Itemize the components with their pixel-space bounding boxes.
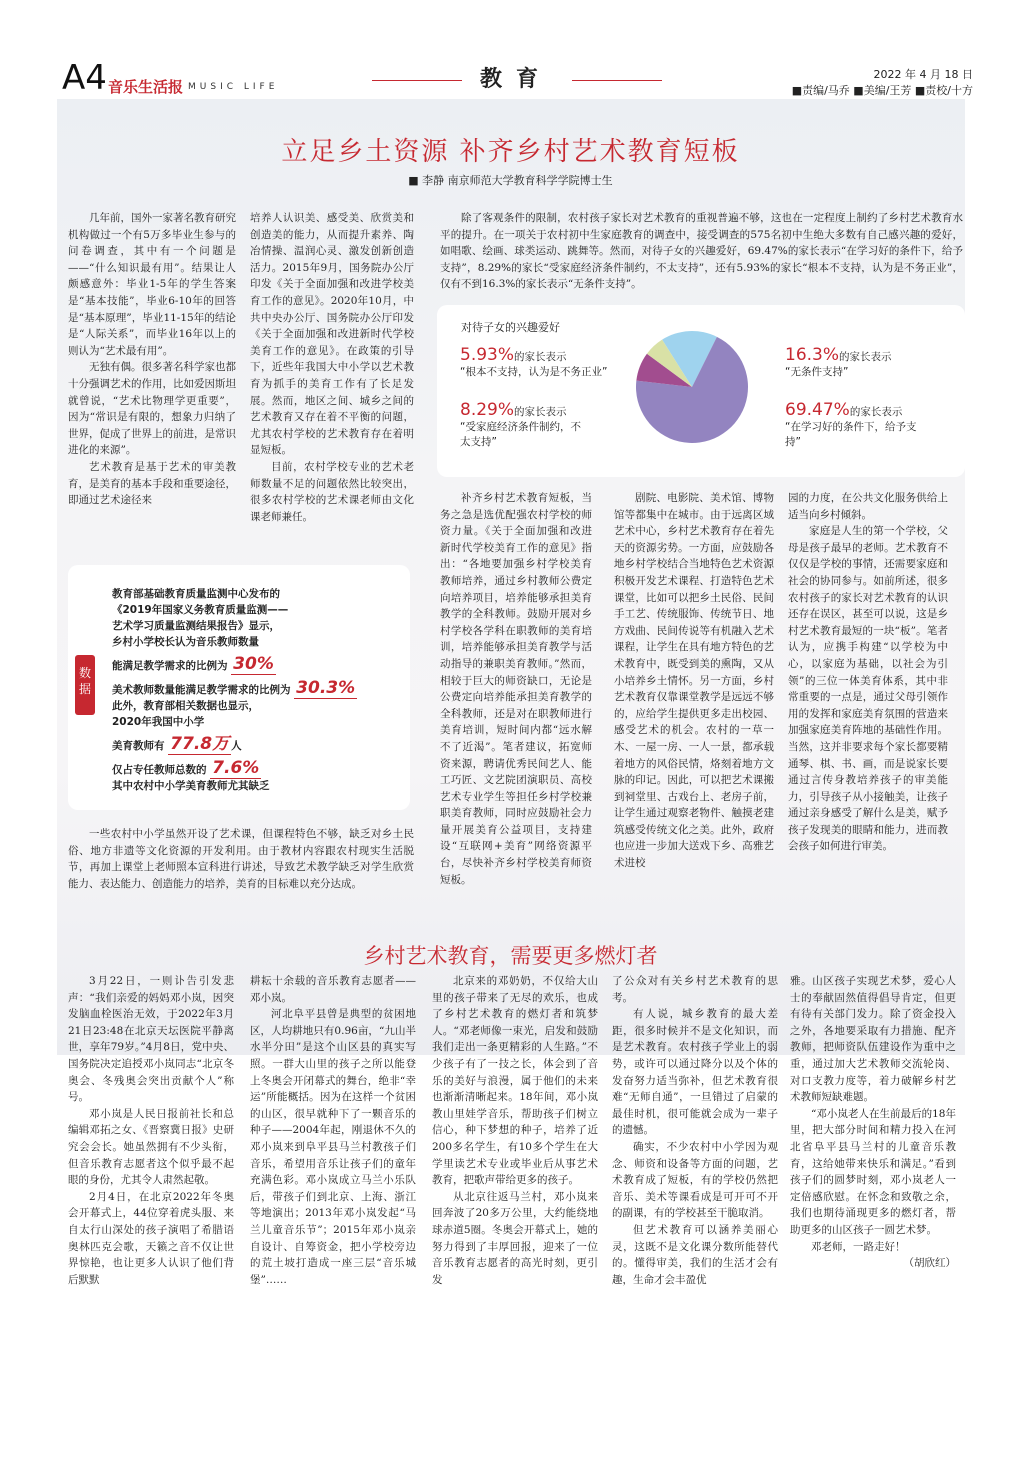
- paragraph: 剧院、电影院、美术馆、博物馆等都集中在城市。由于远离区域艺术中心，乡村艺术教育存在着先天的资源劣势。一方面，应鼓励各地乡村学校结合当地特色艺术资源积极开发艺术课程、打造特色艺术课堂，比如可以把乡土民俗、民间手工艺、传统服饰、传统节日、地方戏曲、民间传说等有机融入艺术课程，让学生在具有地方特色的艺术教育中，既受到美的熏陶，又从小培养乡土情怀。另一方面，乡村艺术教育仅靠课堂教学是远远不够的，应给学生提供更多走出校园、感受艺术的机会。农村的一草一木、一屋一房、一人一景，都承载着地方的风俗民情，烙刻着地方文脉的印记。因此，可以把艺术课搬到祠堂里、古戏台上、老房子前，让学生通过观察老物件、触摸老建筑感受传统文化之美。此外，政府也应进一步加大送戏下乡、高雅艺术进校: [614, 492, 774, 870]
- paragraph: 邓老师，一路走好！: [811, 1240, 906, 1253]
- chart-title: 对待子女的兴趣爱好: [461, 321, 560, 334]
- paragraph: 补齐乡村艺术教育短板，当务之急是选优配强农村学校的师资力量。《关于全面加强和改进新时代学校美育工作的意见》指出：“各地要加强乡村学校美育教师培养，通过乡村教师公费定向培养项目，培养能够承担美育教学的全科教师。鼓励开展对乡村学校各学科在职教师的美育培训，培养能够承担美育教学与活动指导的兼职美育教师。”然而，相较于巨大的师资缺口，无论是公费定向培养能承担美育教学的全科教师，还是对在职教师进行美育培训，短时间内都“远水解不了近渴”。笔者建议，拓宽师资来源，聘请优秀民间艺人、能工巧匠、文艺院团演职员、高校艺术专业学生等担任乡村学校兼职美育教师，同时应鼓励社会力量开展美育公益项目，支持建设“互联网+美育”网络资源平台，尽快补齐乡村学校美育师资短板。: [440, 492, 592, 886]
- paragraph: 目前，农村学校专业的艺术老师数量不足的问题依然比较突出，很多农村学校的艺术课老师由文化课老师兼任。: [250, 460, 414, 523]
- article1-column-3: [440, 490, 592, 888]
- article2-column-2: [250, 973, 416, 1288]
- page-number: A4: [62, 58, 107, 98]
- paragraph: “邓小岚老人在生前最后的18年里，把大部分时间和精力投入在河北省阜平县马兰村的儿童音乐教育，这给她带来快乐和满足。”看到孩子们的圆梦时刻，邓小岚老人一定倍感欣慰。在怀念和致敬之余，我们也期待涌现更多的燃灯者，帮助更多的山区孩子一圆艺术梦。: [790, 1107, 956, 1236]
- pie-prefix: 的家长表示: [514, 351, 567, 363]
- pie-pct: 69.47%: [785, 400, 850, 420]
- article1-column-4: [614, 490, 774, 872]
- paragraph: 邓小岚是人民日报前社长和总编辑邓拓之女、《晋察冀日报》史研究会会长。她虽然拥有不少头衔，但音乐教育志愿者这个似乎最不起眼的身份，尤其令人肃然起敬。: [68, 1107, 234, 1187]
- pie-chart: [437, 305, 965, 477]
- paragraph: 几年前，国外一家著名教育研究机构做过一个有5万多毕业生参与的问卷调查，其中有一个问题是——“什么知识最有用”。结果让人颇感意外：毕业1-5年的学生答案是“基本技能”，毕业6-10年的回答是“基本原理”，毕业11-15年的结论是“人际关系”，而毕业16年以上的则认为“艺术最有用”。: [68, 212, 236, 357]
- header-rule-right: [572, 80, 662, 81]
- pie-label-8.29: [460, 400, 590, 450]
- section-title: 教育: [480, 66, 553, 92]
- pie-pct: 16.3%: [785, 345, 840, 365]
- paragraph: 了公众对有关乡村艺术教育的思考。: [612, 975, 778, 1004]
- paragraph: 艺术教育是基于艺术的审美教育，是美育的基本手段和重要途径，即通过艺术途径来: [68, 460, 236, 507]
- data-highlight-share: 7.6%: [212, 758, 260, 778]
- data-highlight-music: 30%: [233, 654, 274, 674]
- data-line: [112, 680, 402, 698]
- pie-desc: “受家庭经济条件制约，不太支持”: [460, 421, 581, 448]
- pie-prefix: 的家长表示: [839, 351, 892, 363]
- article2-column-1: [68, 973, 234, 1288]
- header-rule-left: [372, 80, 462, 81]
- article2-title: 乡村艺术教育，需要更多燃灯者: [363, 944, 658, 968]
- pie-label-16.3: [785, 345, 892, 380]
- data-highlight-teachers: 77.8万: [170, 734, 230, 754]
- paragraph: 除了客观条件的限制，农村孩子家长对艺术教育的重视普遍不够，这也在一定程度上制约了乡村艺术教育水平的提升。在一项关于农村初中生家庭教育的调查中，接受调查的575名初中生绝大多数有自己感兴趣的爱好，如唱歌、绘画、球类运动、跳舞等。然而，对待子女的兴趣爱好，69.47%的家长表示“在学习好的条件下，给予支持”，8.29%的家长“受家庭经济条件制约，不太支持”，还有5.93%的家长“根本不支持，认为是不务正业”，仅有不到16.3%的家长表示“无条件支持”。: [440, 212, 963, 291]
- article2-column-4: [612, 973, 778, 1288]
- paragraph: 但艺术教育可以涵养美丽心灵，这既不是文化课分数所能替代的。懂得审美，我们的生活才会有趣，生命才会丰盈优: [612, 1223, 778, 1286]
- data-line: 其中农村中小学美育教师尤其缺乏: [112, 780, 270, 792]
- article1-column-5: [788, 490, 948, 855]
- article1-title: 立足乡土资源 补齐乡村艺术教育短板: [281, 137, 740, 167]
- paragraph: 河北阜平县曾是典型的贫困地区，人均耕地只有0.96亩，“九山半水半分田”是这个山区县的真实写照。一群大山里的孩子之所以能登上冬奥会开闭幕式的舞台，绝非“幸运”所能概括。因为在这样一个贫困的山区，很早就种下了一颗音乐的种子——2004年起，刚退休不久的邓小岚来到阜平县马兰村教孩子们音乐，希望用音乐让孩子们的童年充满色彩。邓小岚成立马兰小乐队后，带孩子们到北京、上海、浙江等地演出；2013年邓小岚发起“马兰儿童音乐节”；2015年邓小岚亲自设计、自筹资金，把小学校旁边的荒土坡打造成一座三层“音乐城堡”……: [250, 1008, 416, 1286]
- data-text: 能满足教学需求的比例为: [112, 660, 228, 672]
- data-line: [112, 760, 402, 778]
- data-line: 艺术学习质量监测结果报告》显示，: [112, 620, 280, 632]
- newspaper-name: 音乐生活报: [108, 78, 184, 96]
- pie-desc: “无条件支持”: [785, 366, 849, 378]
- data-line: [112, 736, 402, 754]
- article2-column-5: [790, 973, 956, 1272]
- paragraph: 家庭是人生的第一个学校，父母是孩子最早的老师。艺术教育不仅仅是学校的事情，还需要家庭和社会的协同参与。如前所述，很多农村孩子的家长对艺术教育的认识还存在误区，甚至可以说，这是乡村艺术教育最短的一块“板”。笔者认为，应携手构建“以学校为中心，以家庭为基础，以社会为引领”的三位一体美育体系，其中非常重要的一点是，通过父母引领作用的发挥和家庭美育氛围的营造来加强家庭美育阵地的基础性作用。当然，这并非要求每个家长都要精通琴、棋、书、画，而是说家长要通过言传身教培养孩子的审美能力，引导孩子从小接触美，让孩子通过亲身感受了解什么是美，赋予孩子发现美的眼睛和能力，进而教会孩子如何进行审美。: [788, 525, 948, 853]
- pie-prefix: 的家长表示: [849, 406, 903, 418]
- data-line: 此外，教育部相关数据也显示，: [112, 700, 259, 712]
- data-tag: 数据: [75, 655, 95, 715]
- paragraph: 无独有偶。很多著名科学家也都十分强调艺术的作用，比如爱因斯坦就曾说，“艺术比物理学更重要”，因为“常识是有限的，想象力归纳了世界，促成了世界上的前进，是常识进化的来源”。: [68, 361, 236, 457]
- paragraph: 耕耘十余载的音乐教育志愿者——邓小岚。: [250, 975, 416, 1004]
- pie-pct: 8.29%: [460, 400, 515, 420]
- article1-top-right: [440, 210, 963, 293]
- article1-column-1: [68, 210, 236, 509]
- article1-bottom-left: [68, 826, 414, 892]
- paragraph: 园的力度，在公共文化服务供给上适当向乡村倾斜。: [788, 492, 948, 521]
- paragraph: 3月22日，一则讣告引发悲声：“我们亲爱的妈妈邓小岚，因突发脑血栓医治无效，于2022年3月21日23:48在北京天坛医院平静离世，享年79岁。”4月8日，党中央、国务院决定追授邓小岚同志“北京冬奥会、冬残奥会突出贡献个人”称号。: [68, 975, 234, 1104]
- paragraph: 2月4日，在北京2022年冬奥会开幕式上，44位穿着虎头服、来自太行山深处的孩子演唱了希腊语奥林匹克会歌，天籁之音不仅让世界惊艳，也让更多人认识了他们背后默默: [68, 1190, 234, 1286]
- article1-column-2: [250, 210, 414, 525]
- data-line: [112, 656, 402, 674]
- paragraph: 培养人认识美、感受美、欣赏美和创造美的能力，从而提升素养、陶冶情操、温润心灵、激发创新创造活力。2015年9月，国务院办公厅印发《关于全面加强和改进学校美育工作的意见》。2020年10月，中共中央办公厅、国务院办公厅印发《关于全面加强和改进新时代学校美育工作的意见》。在政策的引导下，近些年我国大中小学以艺术教育为抓手的美育工作有了长足发展。然而，地区之间、城乡之间的艺术教育又存在着不平衡的问题，尤其农村学校的艺术教育存在着明显短板。: [250, 212, 414, 457]
- data-text: 美术教师数量能满足教学需求的比例为: [112, 684, 291, 696]
- paragraph: 一些农村中小学虽然开设了艺术课，但课程特色不够，缺乏对乡土民俗、地方非遗等文化资源的开发利用。由于教材内容跟农村现实生活脱节，再加上课堂上老师照本宣科进行讲述，导致艺术教学缺乏对学生欣赏能力、表达能力、创造能力的培养，美育的目标难以充分达成。: [68, 828, 414, 890]
- paragraph: 确实，不少农村中小学因为观念、师资和设备等方面的问题，艺术教育成了短板，有的学校仍然把音乐、美术等课看成是可开可不开的副课，有的学校甚至干脆取消。: [612, 1140, 778, 1220]
- paragraph: 北京来的邓奶奶，不仅给大山里的孩子带来了无尽的欢乐，也成了乡村艺术教育的燃灯者和筑梦人。“邓老师像一束光，启发和鼓励我们走出一条更精彩的人生路。”不少孩子有了一技之长，体会到了音乐的美好与浪漫，属于他们的未来也渐渐清晰起来。18年间，邓小岚教山里娃学音乐，帮助孩子们树立信心，种下梦想的种子，培养了近200多名学生，有10多个学生在大学里读艺术专业或毕业后从事艺术教育，把歌声带给更多的孩子。: [432, 975, 598, 1187]
- paragraph: 从北京往返马兰村，邓小岚来回奔波了20多万公里，大约能绕地球赤道5圈。冬奥会开幕式上，她的努力得到了丰厚回报，迎来了一位音乐教育志愿者的高光时刻，更引发: [432, 1190, 598, 1286]
- article2-column-3: [432, 973, 598, 1288]
- article2-author: （胡欣红）: [903, 1257, 956, 1270]
- pie-label-5.93: [460, 345, 607, 380]
- data-text: 人: [231, 740, 242, 752]
- editors-line: ■责编/马乔 ■美编/王芳 ■责校/十方: [791, 84, 973, 97]
- article1-byline: ■ 李静 南京师范大学教育科学学院博士生: [408, 174, 613, 187]
- data-line: 《2019年国家义务教育质量监测——: [112, 604, 289, 616]
- data-text: 美育教师有: [112, 740, 165, 752]
- data-text: 仅占专任教师总数的: [112, 764, 207, 776]
- pie-label-69.47: [785, 400, 925, 450]
- data-line: 2020年我国中小学: [112, 716, 205, 728]
- data-line: 教育部基础教育质量监测中心发布的: [112, 588, 280, 600]
- pie-desc: “在学习好的条件下，给予支持”: [785, 421, 917, 448]
- paragraph: 雅。山区孩子实现艺术梦，爱心人士的奉献固然值得倡导肯定，但更有待有关部门发力。除了资金投入之外，各地要采取有力措施、配齐教师，把师资队伍建设作为重中之重，通过加大艺术教师交流轮岗、对口支教力度等，着力破解乡村艺术教师短缺难题。: [790, 975, 956, 1104]
- pie-prefix: 的家长表示: [514, 406, 567, 418]
- paragraph: 有人说，城乡教育的最大差距，很多时候并不是文化知识，而是艺术教育。农村孩子学业上的弱势，或许可以通过降分以及个体的发奋努力适当弥补，但艺术教育很难“无师自通”，一旦错过了启蒙的最佳时机，很可能就会成为一辈子的遗憾。: [612, 1008, 778, 1137]
- pie-desc: “根本不支持，认为是不务正业”: [460, 366, 608, 378]
- data-card-text: [112, 586, 402, 794]
- pie-pct: 5.93%: [460, 345, 515, 365]
- data-highlight-art: 30.3%: [296, 678, 356, 698]
- issue-date: 2022 年 4 月 18 日: [873, 68, 973, 81]
- newspaper-name-en: MUSIC LIFE: [188, 82, 279, 92]
- data-line: 乡村小学校长认为音乐教师数量: [112, 636, 259, 648]
